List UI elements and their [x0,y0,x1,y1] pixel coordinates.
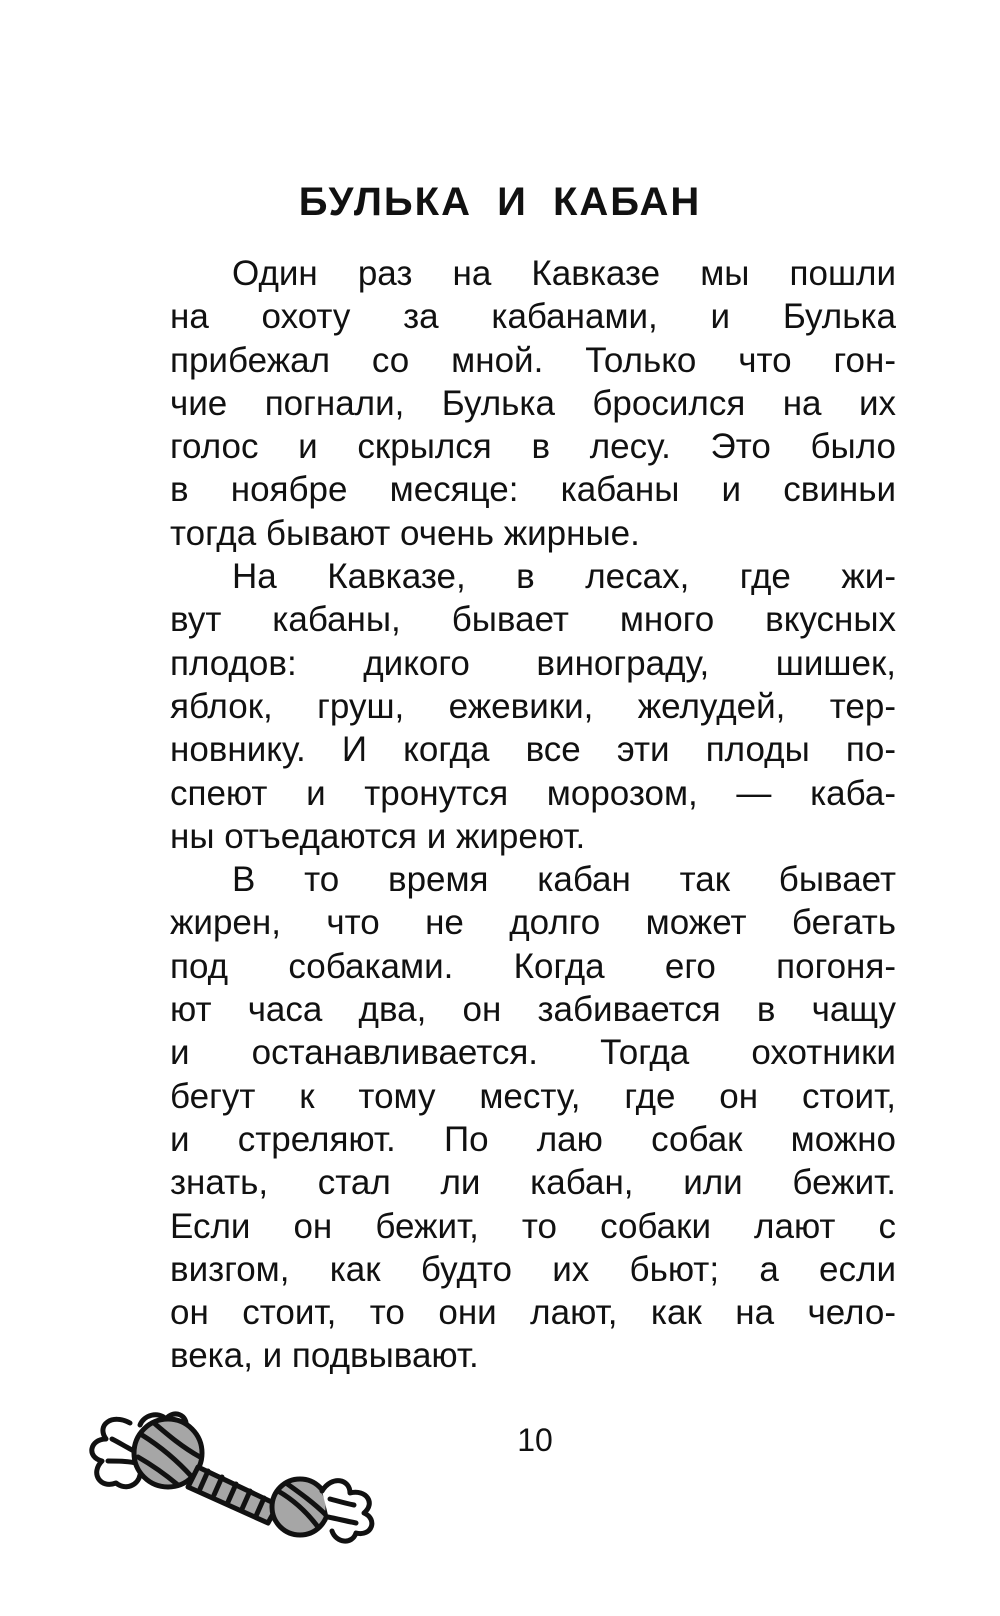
text-line: жирен, что не долго может бегать [170,903,896,943]
text-line: ны отъедаются и жиреют. [170,816,586,856]
text-line: чие погнали, Булька бросился на их [170,383,896,423]
text-line: тогда бывают очень жирные. [170,513,640,553]
text-line: На Кавказе, в лесах, где жи- [232,557,896,597]
text-line: в ноябре месяце: кабаны и свиньи [170,470,896,510]
rope-toy-icon [82,1395,382,1545]
page-number: 10 [517,1422,553,1458]
text-line: вут кабаны, бывает много вкусных [170,600,896,640]
text-line: яблок, груш, ежевики, желудей, тер- [170,686,896,726]
text-line: прибежал со мной. Только что гон- [170,340,896,380]
text-line: спеют и тронутся морозом, — каба- [170,773,896,813]
text-line: знать, стал ли кабан, или бежит. [170,1163,896,1203]
text-line: бегут к тому месту, где он стоит, [170,1076,896,1116]
text-line: на охоту за кабанами, и Булька [170,297,896,337]
page-title: БУЛЬКА И КАБАН [298,180,702,224]
text-line: Один раз на Кавказе мы пошли [232,254,896,293]
text-line: В то время кабан так бывает [232,860,896,900]
text-line: ют часа два, он забивается в чащу [170,990,896,1030]
text-line: он стоит, то они лают, как на чело- [170,1293,896,1333]
text-line: голос и скрылся в лесу. Это было [170,427,896,467]
story-text [170,252,896,1378]
text-line: и стреляют. По лаю собак можно [170,1119,896,1159]
text-line: новнику. И когда все эти плоды по- [170,730,896,770]
text-line: под собаками. Когда его погоня- [170,946,896,986]
text-line: плодов: дикого винограду, шишек, [170,643,896,683]
text-line: Если он бежит, то собаки лают с [170,1206,896,1246]
text-line: и останавливается. Тогда охотники [170,1033,896,1073]
text-line: визгом, как будто их бьют; а если [170,1249,896,1289]
text-line: века, и подвывают. [170,1336,479,1376]
